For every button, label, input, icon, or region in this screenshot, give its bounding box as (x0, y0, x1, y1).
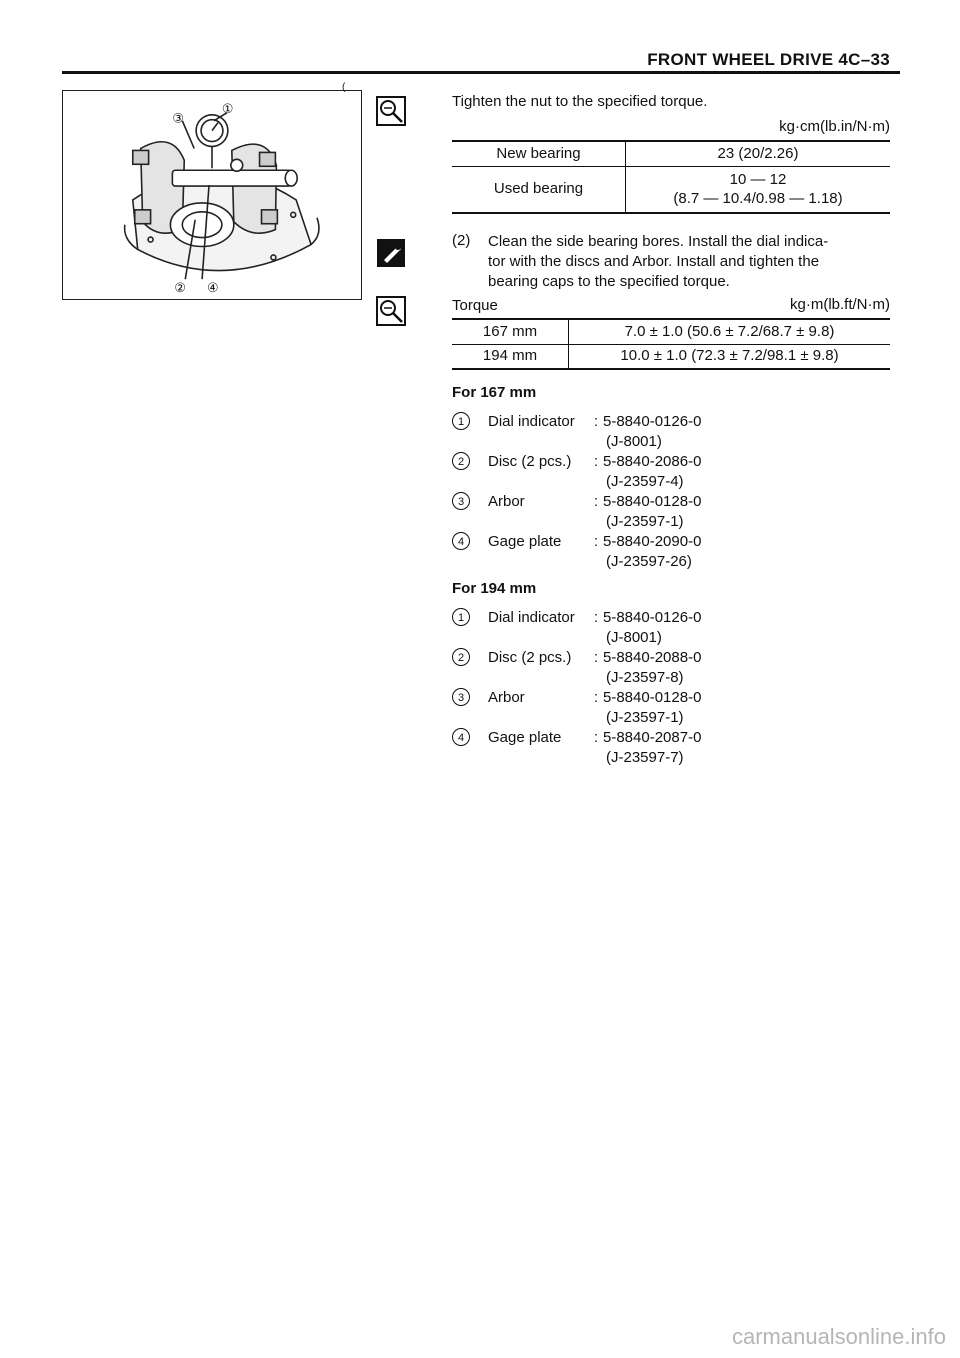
callout-3: ③ (172, 111, 184, 127)
callout-4: ④ (207, 281, 219, 297)
header-rule (62, 71, 900, 74)
tool-167-disc: 2 Disc (2 pcs.) : 5-8840-2086-0 (J-23597-4) (452, 452, 852, 492)
step2-line3: bearing caps to the specified torque. (488, 273, 730, 290)
tool-name: Gage plate (488, 729, 562, 746)
tool-167-gage-plate: 4 Gage plate : 5-8840-2090-0 (J-23597-26) (452, 532, 852, 572)
tool-part-number: 5-8840-0128-0 (603, 493, 702, 510)
tool-j-number: (J-23597-8) (606, 669, 684, 686)
tool-194-gage-plate: 4 Gage plate : 5-8840-2087-0 (J-23597-7) (452, 728, 852, 768)
step1-table-bottom-rule (452, 212, 890, 214)
tool-number-badge: 3 (452, 688, 470, 706)
new-bearing-label: New bearing (496, 145, 581, 162)
torque-194-value: 10.0 ± 1.0 (72.3 ± 7.2/98.1 ± 9.8) (620, 347, 839, 364)
tool-j-number: (J-23597-7) (606, 749, 684, 766)
torque-167-label: 167 mm (482, 323, 538, 340)
tool-194-arbor: 3 Arbor : 5-8840-0128-0 (J-23597-1) (452, 688, 852, 728)
tool-part-number: 5-8840-0126-0 (603, 413, 702, 430)
tool-number-badge: 4 (452, 532, 470, 550)
tool-name: Dial indicator (488, 413, 575, 430)
tool-194-disc: 2 Disc (2 pcs.) : 5-8840-2088-0 (J-23597-8) (452, 648, 852, 688)
new-bearing-value: 23 (20/2.26) (717, 145, 799, 162)
tool-167-arbor: 3 Arbor : 5-8840-0128-0 (J-23597-1) (452, 492, 852, 532)
differential-carrier-illustration (63, 91, 361, 299)
used-bearing-value-line1: 10 — 12 (729, 171, 787, 188)
used-bearing-label: Used bearing (493, 180, 584, 197)
tool-name: Disc (2 pcs.) (488, 453, 572, 470)
tool-part-number: 5-8840-0128-0 (603, 689, 702, 706)
tool-part-number: 5-8840-2088-0 (603, 649, 702, 666)
tool-number-badge: 3 (452, 492, 470, 510)
tool-j-number: (J-23597-1) (606, 513, 684, 530)
tool-167-dial-indicator: 1 Dial indicator : 5-8840-0126-0 (J-8001) (452, 412, 852, 452)
tool-part-number: 5-8840-2090-0 (603, 533, 702, 550)
step1-table-top-rule (452, 140, 890, 142)
tool-name: Gage plate (488, 533, 562, 550)
tool-number-badge: 2 (452, 452, 470, 470)
callout-1: ① (221, 101, 234, 117)
watermark: carmanualsonline.info (731, 1324, 946, 1349)
stray-mark: ( (342, 82, 346, 93)
tools-167-heading: For 167 mm (452, 384, 537, 401)
tool-number-badge: 1 (452, 412, 470, 430)
tool-name: Dial indicator (488, 609, 575, 626)
torque-194-label: 194 mm (482, 347, 538, 364)
tool-number-badge: 2 (452, 648, 470, 666)
step2-unit: kg·m(lb.ft/N·m) (790, 296, 890, 313)
tool-number-badge: 1 (452, 608, 470, 626)
tool-name: Arbor (488, 493, 525, 510)
tool-name: Disc (2 pcs.) (488, 649, 572, 666)
step2-number: (2) (452, 232, 471, 249)
inspect-magnifier-icon (376, 96, 406, 126)
step1-row-rule (452, 166, 890, 167)
tool-194-dial-indicator: 1 Dial indicator : 5-8840-0126-0 (J-8001) (452, 608, 852, 648)
callout-2: ② (174, 281, 186, 297)
torque-167-value: 7.0 ± 1.0 (50.6 ± 7.2/68.7 ± 9.8) (624, 323, 835, 340)
bearing-figure (62, 90, 362, 300)
tool-j-number: (J-23597-4) (606, 473, 684, 490)
tool-part-number: 5-8840-2087-0 (603, 729, 702, 746)
step1-instruction: Tighten the nut to the specified torque. (452, 93, 708, 110)
step2-table-top-rule (452, 318, 890, 320)
step2-table-bottom-rule (452, 368, 890, 370)
tool-j-number: (J-23597-26) (606, 553, 692, 570)
step2-line1: Clean the side bearing bores. Install the dial indica- (488, 233, 829, 250)
tool-j-number: (J-8001) (606, 433, 662, 450)
step2-line2: tor with the discs and Arbor. Install and tighten the (488, 253, 820, 270)
tools-194-heading: For 194 mm (452, 580, 537, 597)
step1-unit: kg·cm(lb.in/N·m) (779, 118, 890, 135)
tool-part-number: 5-8840-2086-0 (603, 453, 702, 470)
step2-row-rule (452, 344, 890, 345)
tool-part-number: 5-8840-0126-0 (603, 609, 702, 626)
tighten-wrench-icon (376, 238, 406, 268)
tool-name: Arbor (488, 689, 525, 706)
used-bearing-value-line2: (8.7 — 10.4/0.98 — 1.18) (673, 190, 843, 207)
tool-j-number: (J-23597-1) (606, 709, 684, 726)
inspect-magnifier-icon-2 (376, 296, 406, 326)
page-title: FRONT WHEEL DRIVE 4C–33 (647, 50, 890, 69)
tool-number-badge: 4 (452, 728, 470, 746)
tool-j-number: (J-8001) (606, 629, 662, 646)
torque-label: Torque (452, 297, 498, 314)
